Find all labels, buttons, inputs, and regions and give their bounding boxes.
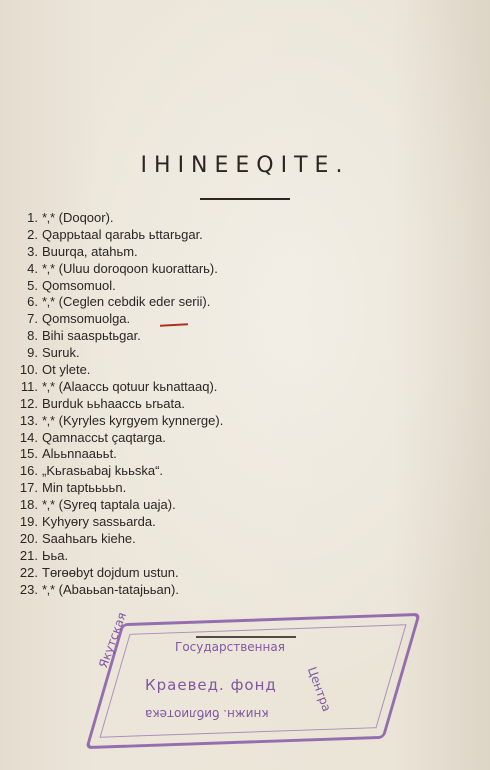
toc-entry-title: Qamnaccьt çaqtarga. bbox=[42, 429, 166, 445]
toc-entry bbox=[18, 463, 398, 480]
toc-entry-title: *‚* (Syreq taptala uaja). bbox=[42, 497, 176, 513]
toc-entry-number: 11. bbox=[20, 378, 38, 394]
toc-entry-number: 18. bbox=[19, 497, 38, 513]
toc-entry-title: *‚* (Alaaccь qotuur kьnattaaq). bbox=[42, 378, 218, 394]
toc-entry-number: 22. bbox=[19, 564, 38, 580]
toc-entry-number: 3. bbox=[27, 243, 38, 259]
toc-entry bbox=[18, 362, 398, 379]
toc-entry-title: Ььa. bbox=[42, 547, 69, 563]
toc-entry-title: Qomsomuolga. bbox=[42, 311, 131, 327]
toc-entry-title: Qomsomuol. bbox=[42, 277, 116, 293]
toc-entry bbox=[18, 548, 398, 565]
toc-entry bbox=[18, 261, 398, 278]
toc-entry-number: 7. bbox=[27, 311, 38, 327]
toc-entry-number: 6. bbox=[27, 294, 38, 310]
toc-entry bbox=[18, 582, 398, 599]
toc-entry bbox=[18, 278, 398, 295]
toc-entry-title: *‚* (Ceglen cebdik eder serii). bbox=[42, 294, 211, 310]
toc-entry bbox=[18, 379, 398, 396]
toc-entry-number: 19. bbox=[19, 514, 38, 530]
toc-entry bbox=[18, 446, 398, 463]
toc-entry-number: 2. bbox=[27, 226, 38, 242]
toc-entry bbox=[18, 480, 398, 497]
toc-entry-number: 4. bbox=[27, 260, 38, 276]
toc-entry-number: 9. bbox=[27, 345, 38, 361]
title-rule bbox=[200, 198, 290, 200]
toc-entry-title: *‚* (Uluu doroqoon kuorattarь). bbox=[42, 260, 218, 276]
toc-entry bbox=[18, 497, 398, 514]
toc-entry-title: Buurqa, atahьm. bbox=[42, 243, 138, 259]
toc-entry-title: Ot ylete. bbox=[42, 362, 91, 378]
stamp-text-right: Центра bbox=[304, 665, 334, 714]
toc-entry bbox=[18, 227, 398, 244]
toc-entry-number: 10. bbox=[19, 362, 38, 378]
toc-entry-title: *‚* (Doqoor). bbox=[42, 210, 114, 225]
toc-entry-title: Tөrөөbyt dojdum ustun. bbox=[42, 564, 179, 580]
toc-entry-number: 12. bbox=[19, 395, 38, 411]
toc-entry-title: Kyhyөry sassьarda. bbox=[42, 514, 156, 530]
toc-entry-number: 23. bbox=[19, 581, 38, 597]
stamp-text-top: Государственная bbox=[175, 640, 285, 654]
toc-entry bbox=[18, 565, 398, 582]
toc-entry bbox=[18, 531, 398, 548]
toc-entry-title: Bihi saaspьtьgar. bbox=[42, 328, 141, 344]
page-title: IHINEEQITE. bbox=[140, 153, 350, 178]
toc-entry-number: 1. bbox=[27, 210, 38, 225]
toc-entry-title: Alььnnaaььt. bbox=[42, 446, 117, 462]
toc-entry-title: „Kьrasьabaj kььska“. bbox=[42, 463, 164, 479]
toc-entry bbox=[18, 396, 398, 413]
toc-entry-title: Saahьarь kiehe. bbox=[42, 530, 136, 546]
table-of-contents bbox=[18, 210, 398, 598]
stamp-text-left: Якутская bbox=[96, 610, 130, 670]
toc-entry-number: 13. bbox=[19, 412, 38, 428]
toc-entry bbox=[18, 210, 398, 227]
toc-entry-title: *‚* (Kyryles kyrgyөm kynnerge). bbox=[42, 412, 224, 428]
toc-entry bbox=[18, 311, 398, 328]
toc-entry bbox=[18, 514, 398, 531]
toc-entry-number: 5. bbox=[27, 277, 38, 293]
toc-entry-number: 15. bbox=[19, 446, 38, 462]
toc-entry-number: 14. bbox=[19, 429, 38, 445]
toc-entry bbox=[18, 294, 398, 311]
toc-entry-title: Min taptььььn. bbox=[42, 480, 127, 496]
toc-entry bbox=[18, 413, 398, 430]
toc-entry-title: Suruk. bbox=[42, 345, 80, 361]
toc-entry-number: 20. bbox=[19, 530, 38, 546]
toc-entry-number: 21. bbox=[19, 547, 38, 563]
toc-entry-number: 17. bbox=[19, 480, 38, 496]
toc-entry bbox=[18, 244, 398, 261]
toc-entry bbox=[18, 345, 398, 362]
stamp-text-middle: Краевед. фонд bbox=[145, 676, 277, 694]
toc-entry-number: 8. bbox=[27, 328, 38, 344]
toc-entry bbox=[18, 328, 398, 345]
toc-entry bbox=[18, 430, 398, 447]
toc-entry-title: Burduk ььhaaccь ьrьata. bbox=[42, 395, 185, 411]
stamp-text-bottom: книжн. библиотека bbox=[145, 707, 269, 721]
toc-entry-title: Qappьtaal qarabь ьttarьgar. bbox=[42, 226, 203, 242]
toc-entry-number: 16. bbox=[19, 463, 38, 479]
toc-entry-title: *‚* (Abaььan-tatajььan). bbox=[42, 581, 179, 597]
